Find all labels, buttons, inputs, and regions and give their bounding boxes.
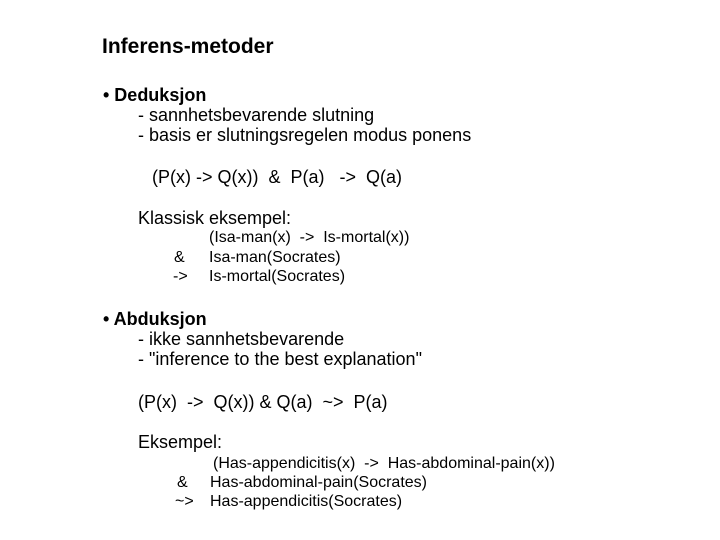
deduksjon-example-line-1: (Isa-man(x) -> Is-mortal(x)) [209, 229, 410, 246]
slide-title: Inferens-metoder [102, 35, 274, 58]
deduksjon-example-op-3: -> [173, 268, 188, 285]
abduksjon-example-op-2: & [177, 474, 188, 491]
abduksjon-point-2: - "inference to the best explanation" [138, 349, 422, 369]
deduksjon-heading: • Deduksjon [103, 85, 207, 105]
deduksjon-formula: (P(x) -> Q(x)) & P(a) -> Q(a) [152, 167, 403, 187]
deduksjon-example-line-2: Isa-man(Socrates) [209, 249, 341, 266]
abduksjon-example-line-1: (Has-appendicitis(x) -> Has-abdominal-pain(x)) [213, 455, 555, 472]
abduksjon-formula: (P(x) -> Q(x)) & Q(a) ~> P(a) [138, 392, 388, 412]
abduksjon-example-line-3: Has-appendicitis(Socrates) [210, 493, 403, 510]
deduksjon-example-line-3: Is-mortal(Socrates) [209, 268, 346, 285]
abduksjon-example-label: Eksempel: [138, 432, 223, 452]
abduksjon-example-line-2: Has-abdominal-pain(Socrates) [210, 474, 427, 491]
deduksjon-example-op-2: & [174, 249, 185, 266]
abduksjon-point-1: - ikke sannhetsbevarende [138, 329, 345, 349]
abduksjon-heading: • Abduksjon [103, 309, 207, 329]
abduksjon-example-op-3: ~> [175, 493, 194, 510]
deduksjon-point-1: - sannhetsbevarende slutning [138, 105, 375, 125]
deduksjon-point-2: - basis er slutningsregelen modus ponens [138, 125, 472, 145]
deduksjon-example-label: Klassisk eksempel: [138, 208, 292, 228]
